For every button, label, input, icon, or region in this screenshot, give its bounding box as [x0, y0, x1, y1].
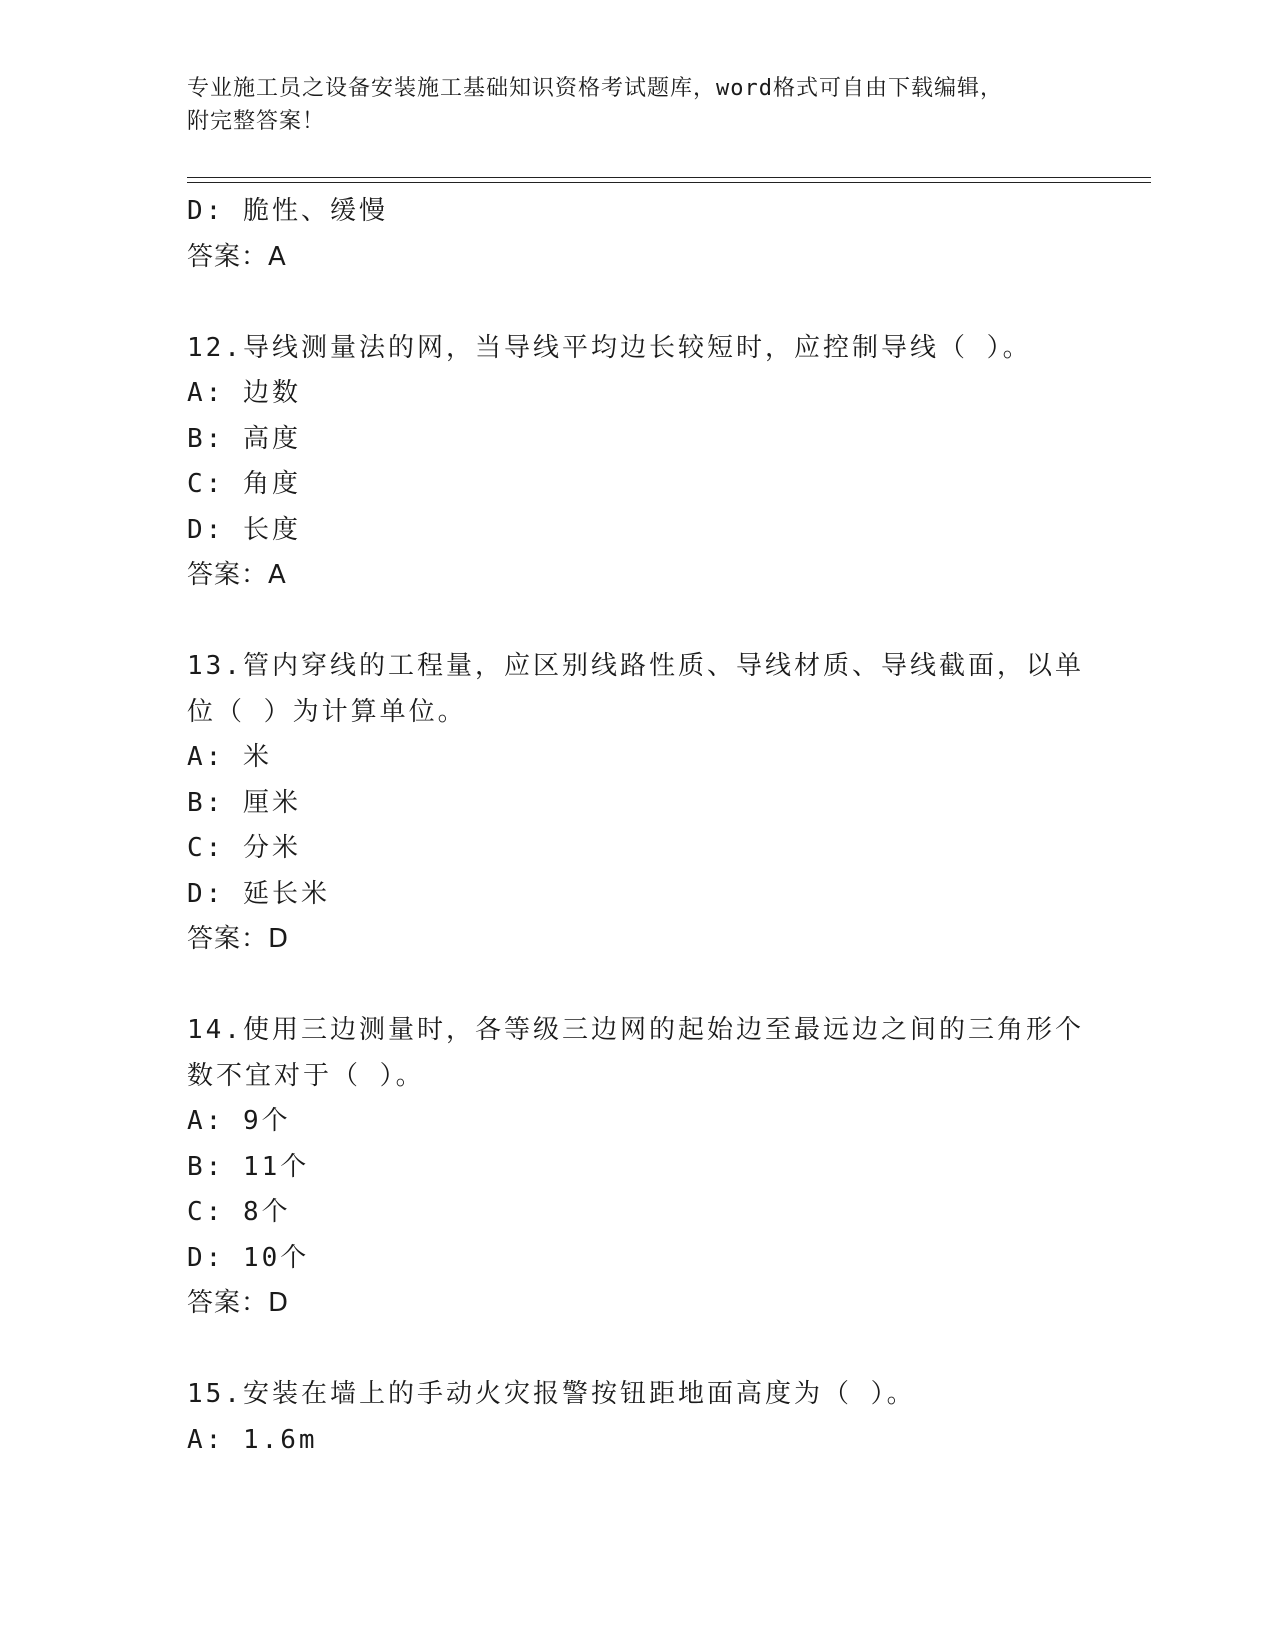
option-d-previous: D: 脆性、缓慢 [187, 196, 388, 226]
option-d: D: 长度 [187, 514, 301, 545]
option-a: A: 1.6m [187, 1424, 318, 1455]
option-c: C: 8个 [187, 1197, 291, 1227]
spacer [187, 599, 1087, 645]
question-15 [187, 1372, 1087, 1463]
option-a: A: 边数 [187, 378, 301, 408]
header-line-1: 专业施工员之设备安装施工基础知识资格考试题库，word格式可自由下载编辑， [187, 76, 1003, 101]
option-b: B: 高度 [187, 423, 301, 454]
option-a: A: 米 [187, 742, 272, 772]
question-text-line-1: 14.使用三边测量时，各等级三边网的起始边至最远边之间的三角形个 [187, 1015, 1084, 1045]
option-d: D: 延长米 [187, 878, 330, 909]
question-text-line-1: 13.管内穿线的工程量，应区别线路性质、导线材质、导线截面，以单 [187, 651, 1084, 681]
answer-previous: 答案：A [187, 241, 287, 272]
question-text-line-2: 数不宜对于（ ）。 [187, 1060, 425, 1091]
document-header [187, 72, 1067, 138]
option-c: C: 分米 [187, 833, 301, 863]
option-a: A: 9个 [187, 1106, 291, 1136]
option-b: B: 厘米 [187, 787, 301, 818]
question-text-line-2: 位（ ）为计算单位。 [187, 696, 467, 727]
question-12 [187, 326, 1087, 599]
question-text: 15.安装在墙上的手动火灾报警按钮距地面高度为（ ）。 [187, 1379, 916, 1409]
option-b: B: 11个 [187, 1151, 310, 1182]
answer: 答案：D [187, 924, 290, 954]
option-c: C: 角度 [187, 469, 301, 499]
spacer [187, 963, 1087, 1009]
option-d: D: 10个 [187, 1242, 310, 1273]
spacer [187, 1327, 1087, 1373]
spacer [187, 280, 1087, 326]
answer: 答案：A [187, 560, 287, 590]
header-line-2: 附完整答案！ [187, 109, 326, 134]
header-divider-bottom [187, 182, 1151, 183]
header-divider-top [187, 177, 1151, 178]
question-14 [187, 1008, 1087, 1327]
document-body [187, 189, 1087, 1463]
question-text: 12.导线测量法的网，当导线平均边长较短时，应控制导线（ ）。 [187, 332, 1032, 363]
answer: 答案：D [187, 1288, 290, 1318]
question-13 [187, 644, 1087, 963]
